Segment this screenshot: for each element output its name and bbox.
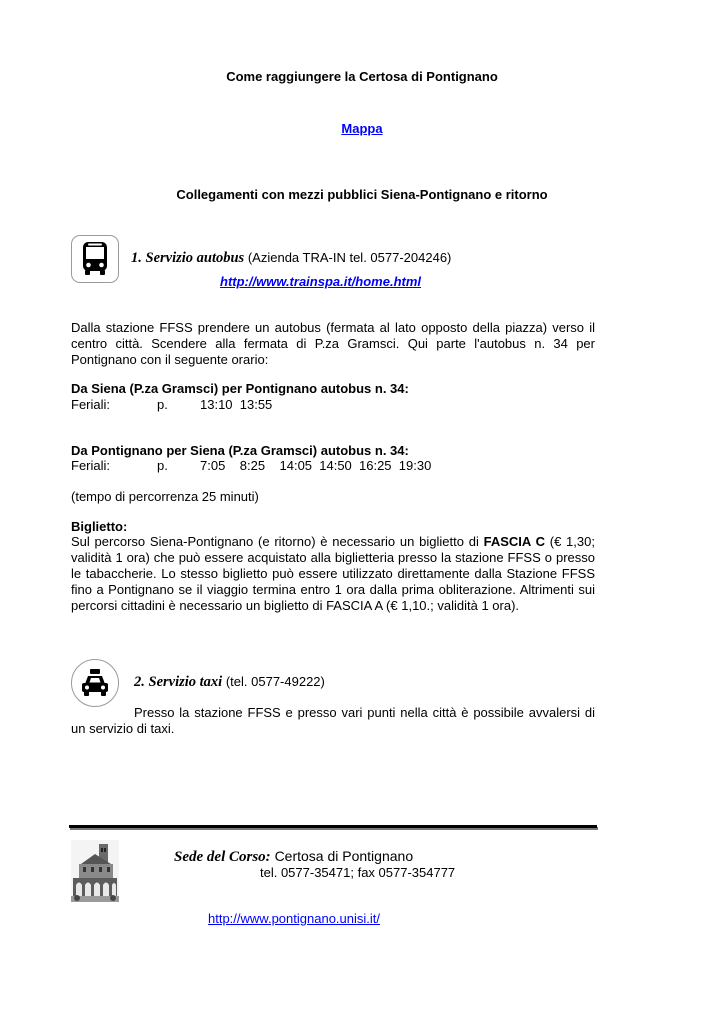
footer-divider [69, 825, 597, 828]
outbound-p: p. [157, 397, 168, 412]
certosa-building-image [71, 840, 119, 902]
outbound-title: Da Siena (P.za Gramsci) per Pontignano autobus n. 34: [71, 381, 409, 396]
footer-url-wrap [208, 911, 380, 927]
bus-url-link[interactable]: http://www.trainspa.it/home.html [220, 274, 422, 289]
taxi-phone-info: (tel. 0577-49222) [225, 674, 325, 689]
travel-duration: (tempo di percorrenza 25 minuti) [71, 489, 259, 504]
map-link-wrap [0, 121, 724, 137]
taxi-icon [71, 659, 119, 707]
page-subtitle: Collegamenti con mezzi pubblici Siena-Pontignano e ritorno [176, 187, 548, 202]
footer-label: Sede del Corso: [174, 849, 271, 865]
ticket-paragraph [71, 534, 595, 614]
bus-heading-line [131, 250, 451, 266]
footer-place: Certosa di Pontignano [274, 848, 414, 864]
bus-heading: 1. Servizio autobus [131, 250, 245, 266]
map-link[interactable]: Mappa [341, 121, 383, 136]
footer-contact: tel. 0577-35471; fax 0577-354777 [260, 865, 456, 880]
bus-url-wrap [220, 274, 421, 290]
bus-company-info: (Azienda TRA-IN tel. 0577-204246) [247, 250, 452, 265]
ticket-text-b: (€ 1,30; validità 1 ora) che può essere acquistato alla biglietteria presso la stazione FFSS o presso le tabaccherie. Lo stesso biglietto può essere utilizzato direttamente dalla Stazione FFSS fino a Pontignano se il viaggio termina entro 1 ora dalla prima obliterazione. Altrimenti sui percorsi cittadini è necessario un biglietto di FASCIA A (€ 1,10.; validità 1 ora). [71, 534, 595, 613]
bus-intro-paragraph: Dalla stazione FFSS prendere un autobus (fermata al lato opposto della piazza) verso il centro città. Scendere alla fermata di P.za Gramsci. Qui parte l'autobus n. 34 per Pontignano con il seguente orario: [71, 320, 595, 367]
outbound-day: Feriali: [71, 397, 111, 412]
return-title: Da Pontignano per Siena (P.za Gramsci) autobus n. 34: [71, 443, 409, 458]
taxi-heading: 2. Servizio taxi [134, 674, 223, 690]
return-day: Feriali: [71, 458, 111, 473]
ticket-title: Biglietto: [71, 519, 128, 534]
ticket-fascia-c: FASCIA C [483, 534, 545, 549]
page-title: Come raggiungere la Certosa di Pontignano [226, 69, 498, 84]
ticket-text-a: Sul percorso Siena-Pontignano (e ritorno) è necessario un biglietto di [71, 534, 484, 549]
taxi-paragraph: Presso la stazione FFSS e presso vari punti nella città è possibile avvalersi di un servizio di taxi. [71, 705, 595, 736]
taxi-heading-line [134, 674, 325, 690]
return-p: p. [157, 458, 168, 473]
bus-icon [71, 235, 119, 283]
footer-location-line [174, 848, 413, 866]
outbound-times: 13:10 13:55 [200, 397, 273, 412]
footer-url-link[interactable]: http://www.pontignano.unisi.it/ [208, 911, 380, 926]
return-times: 7:05 8:25 14:05 14:50 16:25 19:30 [200, 458, 432, 473]
